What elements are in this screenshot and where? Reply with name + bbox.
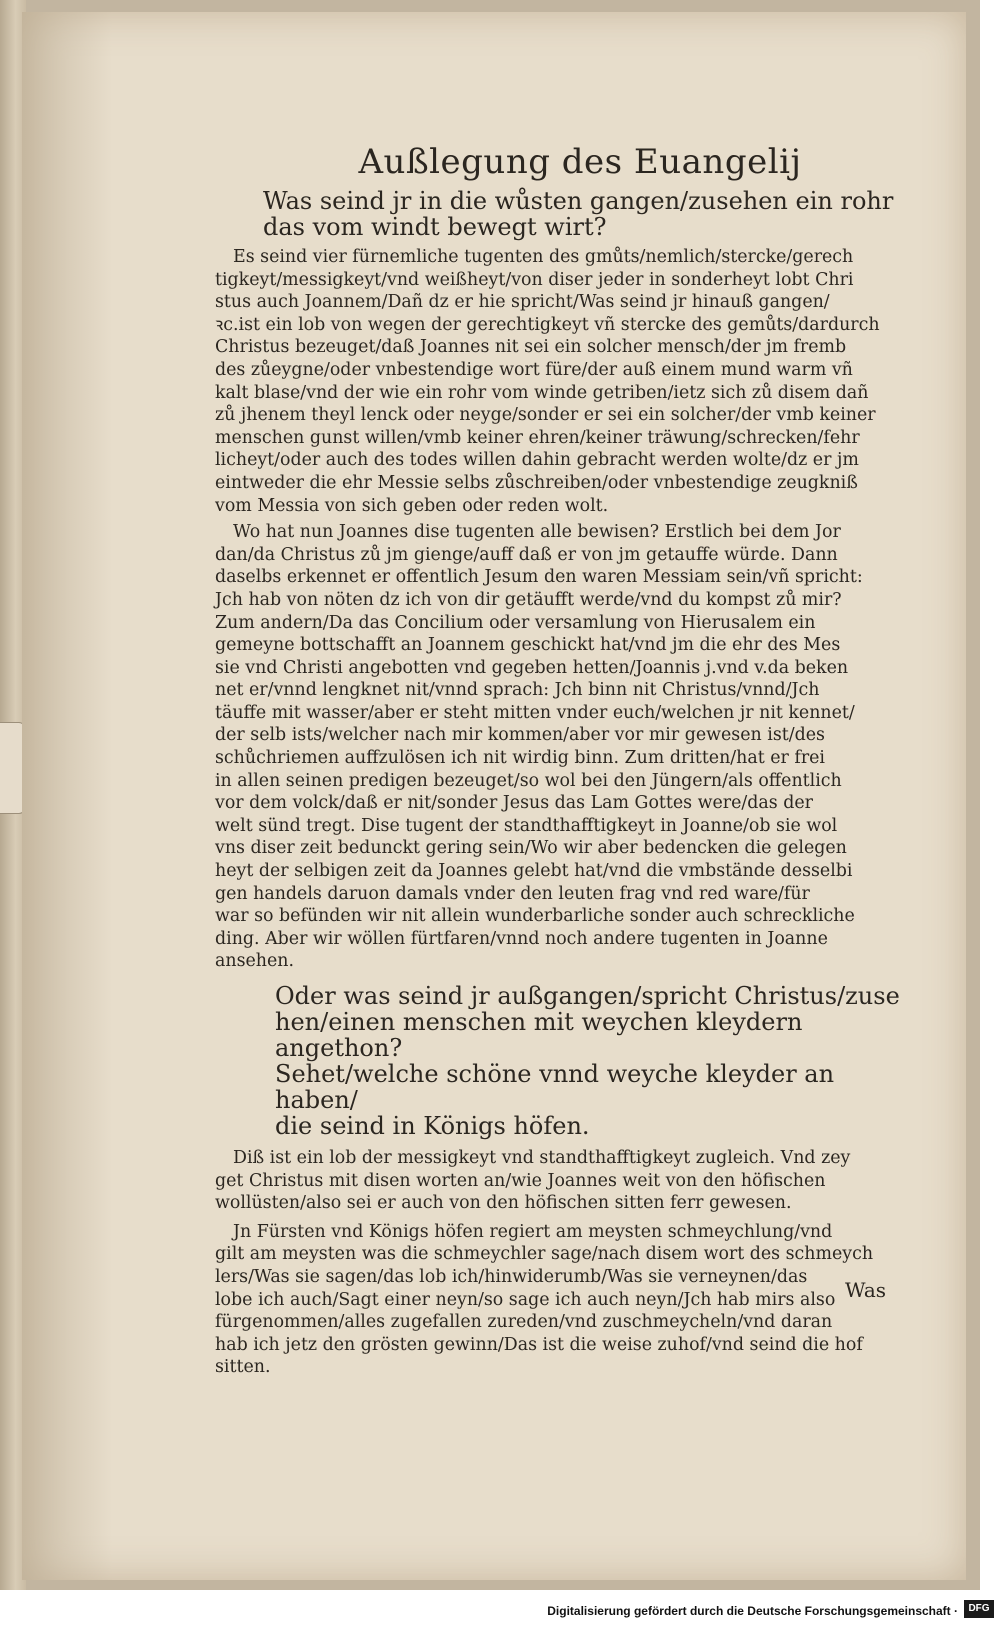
text-line: kalt blase/vnd der wie ein rohr vom winde getriben/ietz sich zů disem dañ <box>215 382 869 403</box>
text-line: lobe ich auch/Sagt einer neyn/so sage ich auch neyn/Jch hab mirs also <box>215 1289 836 1310</box>
text-line: war so befünden wir nit allein wunderbarliche sonder auch schreckliche <box>215 906 855 927</box>
text-line: fürgenommen/alles zugefallen zureden/vnd zuschmeycheln/vnd daran <box>215 1312 833 1333</box>
paragraph-1 <box>215 246 905 517</box>
text-line: eintweder die ehr Messie selbs zůschreiben/oder vnbestendige zeugkniß <box>215 472 858 493</box>
text-line: des zůeygne/oder vnbestendige wort füre/der auß einem mund warm vñ <box>215 359 853 380</box>
quote-block-2 <box>215 983 905 1139</box>
text-line: tigkeyt/messigkeyt/vnd weißheyt/von diser jeder in sonderheyt lobt Chri <box>215 269 854 290</box>
text-line: Zum andern/Da das Concilium oder versamlung von Hierusalem ein <box>215 612 816 633</box>
text-line: sitten. <box>215 1357 271 1378</box>
text-line: ansehen. <box>215 951 295 972</box>
text-line: ꝛc.ist ein lob von wegen der gerechtigkeyt vñ stercke des gemůts/dardurch <box>215 314 880 335</box>
text-line: net er/vnnd lengknet nit/vnnd sprach: Jch binn nit Christus/vnnd/Jch <box>215 680 820 701</box>
text-line: dan/da Christus zů jm gienge/auff daß er von jm getauffe würde. Dann <box>215 544 838 565</box>
page-text <box>215 140 905 1379</box>
text-line: Jch hab von nöten dz ich von dir getäufft werde/vnd du kompst zů mir? <box>215 589 842 610</box>
text-line: gen handels daruon damals vnder den leuten frag vnd red ware/für <box>215 883 810 904</box>
paragraph-4 <box>215 1221 905 1379</box>
quote-block-1 <box>215 188 905 240</box>
text-line: schůchriemen auffzulösen ich nit wirdig binn. Zum dritten/hat er frei <box>215 748 825 769</box>
text-line: täuffe mit wasser/aber er steht mitten vnder euch/welchen jr nit kennet/ <box>215 702 855 723</box>
text-line: ding. Aber wir wöllen fürtfaren/vnnd noch andere tugenten in Joanne <box>215 928 828 949</box>
text-line: get Christus mit disen worten an/wie Joannes weit von den höfischen <box>215 1170 826 1191</box>
text-line: Wo hat nun Joannes dise tugenten alle bewisen? Erstlich bei dem Jor <box>233 522 841 543</box>
paragraph-3 <box>215 1147 905 1215</box>
text-line: der selb ists/welcher nach mir kommen/aber vor mir gewesen ist/des <box>215 725 825 746</box>
paragraph-2 <box>215 521 905 973</box>
text-line: heyt der selbigen zeit da Joannes gelebt hat/vnd die vmbstände desselbi <box>215 861 853 882</box>
text-line: hab ich jetz den grösten gewinn/Das ist die weise zuhof/vnd seind die hof <box>215 1334 863 1355</box>
text-line: daselbs erkennet er offentlich Jesum den waren Messiam sein/vñ spricht: <box>215 567 863 588</box>
text-line: sie vnd Christi angebotten vnd gegeben hetten/Joannis j.vnd v.da beken <box>215 657 849 678</box>
funding-credit: Digitalisierung gefördert durch die Deutsche Forschungsgemeinschaft · <box>547 1604 958 1618</box>
page-gutter-shadow <box>22 12 112 1580</box>
quote-line: die seind in Königs höfen. <box>275 1112 590 1140</box>
text-line: in allen seinen predigen bezeuget/so wol bei den Jüngern/als offentlich <box>215 770 842 791</box>
text-line: welt sünd tregt. Dise tugent der standthafftigkeyt in Joanne/ob sie wol <box>215 815 838 836</box>
text-line: Es seind vier fürnemliche tugenten des gmůts/nemlich/stercke/gerech <box>233 247 854 267</box>
text-line: menschen gunst willen/vmb keiner ehren/keiner träwung/schrecken/fehr <box>215 427 860 448</box>
text-line: licheyt/oder auch des todes willen dahin gebracht werden wolte/dz er jm <box>215 450 859 471</box>
text-line: zů jhenem theyl lenck oder neyge/sonder er sei ein solcher/der vmb keiner <box>215 405 876 426</box>
quote-line: Oder was seind jr außgangen/spricht Christus/zuse <box>275 982 900 1010</box>
catchword: Was <box>845 1278 887 1302</box>
quote-line: Sehet/welche schöne vnnd weyche kleyder an haben/ <box>275 1060 835 1114</box>
text-line: Diß ist ein lob der messigkeyt vnd standthafftigkeyt zugleich. Vnd zey <box>233 1148 851 1168</box>
text-line: gilt am meysten was die schmeychler sage/nach disem wort des schmeych <box>215 1244 874 1265</box>
text-line: gemeyne bottschafft an Joannem geschickt hat/vnd jm die ehr des Mes <box>215 635 841 656</box>
quote-line: das vom windt bewegt wirt? <box>263 213 607 241</box>
text-line: vom Messia von sich geben oder reden wolt. <box>215 495 609 516</box>
text-line: stus auch Joannem/Dañ dz er hie spricht/Was seind jr hinauß gangen/ <box>215 292 830 313</box>
text-line: lers/Was sie sagen/das lob ich/hinwiderumb/Was sie verneynen/das <box>215 1266 808 1287</box>
running-title: Außlegung des Euangelij <box>358 142 802 182</box>
dfg-logo: DFG <box>964 1600 994 1618</box>
quote-line: hen/einen menschen mit weychen kleydern angethon? <box>275 1008 803 1062</box>
text-line: Christus bezeuget/daß Joannes nit sei ein solcher mensch/der jm fremb <box>215 337 847 358</box>
text-line: Jn Fürsten vnd Königs höfen regiert am meysten schmeychlung/vnd <box>233 1221 833 1242</box>
digitization-footer <box>0 1596 1000 1624</box>
quote-line: Was seind jr in die wůsten gangen/zusehen ein rohr <box>263 187 894 215</box>
text-line: vns diser zeit bedunckt gering sein/Wo wir aber bedencken die gelegen <box>215 838 847 859</box>
text-line: wollüsten/also sei er auch von den höfischen sitten ferr gewesen. <box>215 1193 792 1214</box>
text-line: vor dem volck/daß er nit/sonder Jesus das Lam Gottes were/das der <box>215 793 813 814</box>
